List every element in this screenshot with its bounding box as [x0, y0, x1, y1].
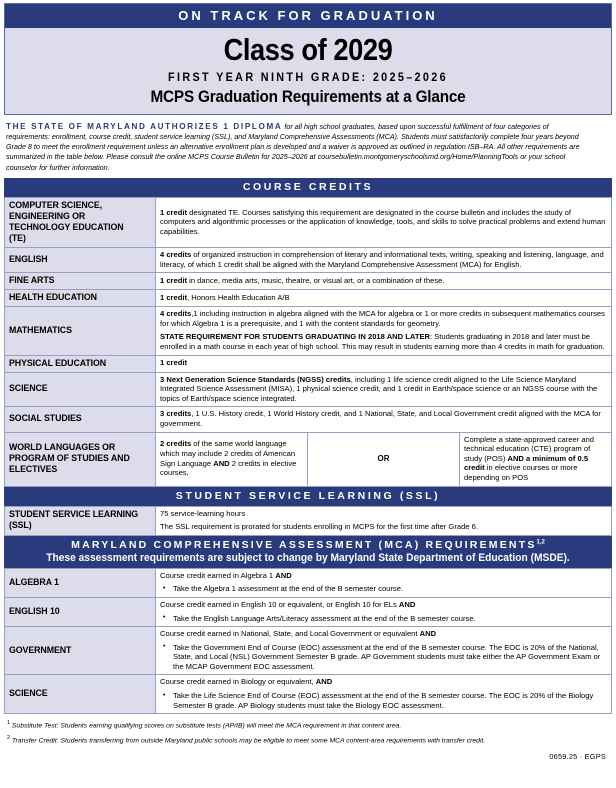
row-category-label: ENGLISH	[9, 254, 48, 266]
wl-left-text: of the same world language which may include 2 credits of American Sign Language	[160, 439, 296, 468]
mca-header-subtitle: These assessment requirements are subject to change by Maryland State Department of Education (MSDE).	[46, 551, 570, 564]
mca-bullet-list	[160, 584, 607, 594]
first-year-subtitle: FIRST YEAR NINTH GRADE: 2025–2026	[168, 69, 448, 84]
row-credit-bold: 3 Next Generation Science Standards (NGSS) credits	[160, 374, 351, 384]
row-description	[156, 273, 612, 290]
footnote-2-marker: 2	[7, 734, 10, 741]
row-category	[5, 273, 156, 290]
table-row	[5, 506, 612, 535]
mca-table	[4, 568, 612, 715]
table-row	[5, 568, 612, 597]
row-credit-text: , Honors Health Education A/B	[187, 292, 290, 302]
graduation-requirements-page	[0, 3, 616, 788]
world-languages-option-a	[156, 432, 308, 486]
intro-body: for all high school graduates, based upon successful fulfillment of four categories of requirements: enrollment, course credit, student service learning (SSL), and Maryland Comprehensive Assessments (MCA). Students must satisfactorily complete four years beyond Grade 8 to meet the enrollment requirement unless an alternative enrollment plan is developed and a waiver is approved as outlined in regulation ISB–RA. All other requirements are summarized in the table below. Please consult the online MCPS Course Bulletin for 2025–2026 at coursebulletin.montgomeryschoolsmd.org/Home/PlanningTools or your school counselor for further information.	[6, 121, 580, 172]
document-code: 0659.25 · EGPS	[549, 751, 606, 761]
row-category	[5, 198, 156, 248]
row-credit-text: ,1 including instruction in algebra aligned with the MCA for algebra or 1 or more credits in subsequent mathematics courses for which Algebra 1 is a prerequisite, and 1 with the content standards for geometry.	[160, 309, 605, 328]
table-row	[5, 597, 612, 626]
ssl-table	[4, 506, 612, 536]
masthead	[4, 3, 612, 115]
row-category-label: ENGLISH 10	[9, 606, 60, 617]
row-category-label: SCIENCE	[9, 688, 48, 700]
row-credit-text: of organized instruction in comprehension of literary and informational texts, writing, speaking and listening, language, and literacy, of which 1 credit shall be aligned with the Maryland Comprehensive Assessment (MCA) for English.	[160, 250, 604, 269]
footnote-2	[7, 733, 610, 746]
list-item: • Take the English Language Arts/Literacy assessment at the end of the B semester course.	[160, 614, 607, 624]
row-description	[156, 675, 612, 714]
row-category	[5, 597, 156, 626]
mca-header-title: MARYLAND COMPREHENSIVE ASSESSMENT (MCA) REQUIREMENTS	[71, 538, 537, 551]
row-credit-bold: 4 credits	[160, 250, 192, 260]
row-description	[156, 568, 612, 597]
table-row	[5, 407, 612, 432]
mca-intro: Course credit earned in Algebra 1	[160, 570, 276, 580]
row-category	[5, 407, 156, 432]
course-credits-table	[4, 197, 612, 487]
row-category	[5, 248, 156, 273]
mca-intro: Course credit earned in English 10 or equivalent, or English 10 for ELs	[160, 599, 399, 609]
row-credit-bold: 1 credit	[160, 358, 188, 368]
table-row-world-languages	[5, 432, 612, 486]
row-category	[5, 675, 156, 714]
mca-header-footnote-marker: 1,2	[536, 539, 545, 546]
row-description	[156, 248, 612, 273]
row-description	[156, 307, 612, 355]
page-title-class-of: Class of 2029	[223, 32, 393, 67]
row-category	[5, 372, 156, 407]
intro-lead: THE STATE OF MARYLAND AUTHORIZES 1 DIPLOMA	[6, 120, 283, 131]
mca-intro-bold: AND	[419, 629, 437, 639]
page-subtitle: MCPS Graduation Requirements at a Glance	[150, 86, 466, 106]
row-credit-text: in dance, media arts, music, theatre, or visual art, or a combination of these.	[187, 275, 445, 285]
footnote-1-marker: 1	[7, 720, 10, 727]
row-category-label: SCIENCE	[9, 383, 48, 395]
mca-intro: Course credit earned in National, State, and Local Government or equivalent	[160, 629, 420, 639]
mca-bullet-list	[160, 614, 607, 624]
row-category	[5, 568, 156, 597]
footnote-2-text: Transfer Credit: Students transferring from outside Maryland public schools may be eligible to meet some MCA content-area requirements with transfer credit.	[11, 736, 486, 744]
list-item: • Take the Government End of Course (EOC) assessment at the end of the B semester course. The EOC is 20% of the National, State, and Local (NSL) Government Semester B grade. AP Government students must take either the AP Government Exam or the MCAP Government EOC assessment.	[160, 643, 607, 672]
mca-intro: Course credit earned in Biology or equivalent,	[160, 677, 316, 687]
row-category-label: HEALTH EDUCATION	[9, 292, 97, 304]
row-state-requirement-bold: STATE REQUIREMENT FOR STUDENTS GRADUATING IN 2018 AND LATER	[160, 332, 431, 342]
ssl-prorated: The SSL requirement is prorated for students enrolling in MCPS for the first time after Grade 6.	[160, 522, 478, 532]
row-category-label: GOVERNMENT	[9, 644, 72, 656]
row-category	[5, 355, 156, 372]
row-category-label: FINE ARTS	[9, 275, 55, 287]
mca-intro-bold: AND	[315, 677, 333, 687]
row-category-label: STUDENT SERVICE LEARNING (SSL)	[9, 509, 139, 532]
row-description	[156, 506, 612, 535]
row-credit-text: designated TE. Courses satisfying this requirement are designated in the course bulletin and includes the study of computers and algorithmic processes or the application of knowledge, tools, and skills to solve practical problems and extend human capabilities.	[160, 207, 606, 236]
row-category	[5, 432, 156, 486]
wl-right-text2: in elective courses or more depending on POS	[464, 463, 578, 482]
intro-paragraph	[6, 121, 592, 173]
table-row	[5, 273, 612, 290]
ssl-hours: 75 service-learning hours	[160, 508, 246, 518]
wl-left-bold2: AND	[213, 458, 230, 468]
row-credit-bold: 1 credit	[160, 292, 188, 302]
row-description	[156, 355, 612, 372]
row-description	[156, 372, 612, 407]
row-description	[156, 597, 612, 626]
list-item: • Take the Life Science End of Course (EOC) assessment at the end of the B semester course. The EOC is 20% of the Biology Semester B grade. AP Biology students must take the Biology EOC assessment.	[160, 691, 607, 710]
row-category	[5, 506, 156, 535]
footnote-1	[7, 718, 610, 731]
table-row	[5, 627, 612, 675]
mca-intro-bold: AND	[398, 599, 416, 609]
row-category-label: MATHEMATICS	[9, 324, 72, 336]
row-description	[156, 290, 612, 307]
wl-left-bold: 2 credits	[160, 439, 192, 449]
wl-right-bold: AND a minimum of 0.5 credit	[464, 453, 589, 473]
row-category-label: SOCIAL STUDIES	[9, 413, 82, 425]
row-category-label: COMPUTER SCIENCE, ENGINEERING OR TECHNOLOGY EDUCATION (TE)	[9, 200, 124, 245]
table-row	[5, 675, 612, 714]
world-languages-or-divider: OR	[308, 432, 460, 486]
table-row	[5, 372, 612, 407]
masthead-body	[5, 28, 611, 114]
row-category-label: ALGEBRA 1	[9, 576, 59, 588]
row-category	[5, 627, 156, 675]
wl-right-text: Complete a state-approved career and technical education (CTE) program of study (POS)	[464, 434, 595, 463]
table-row	[5, 248, 612, 273]
footnotes	[7, 718, 610, 746]
world-languages-option-b	[460, 432, 612, 486]
row-description	[156, 407, 612, 432]
table-row	[5, 307, 612, 355]
row-description	[156, 198, 612, 248]
row-category	[5, 290, 156, 307]
row-credit-bold: 1 credit	[160, 207, 188, 217]
banner-on-track: ON TRACK FOR GRADUATION	[5, 4, 611, 28]
list-item: • Take the Algebra 1 assessment at the end of the B semester course.	[160, 584, 607, 594]
row-credit-bold: 3 credits	[160, 409, 192, 419]
row-credit-bold: 1 credit	[160, 275, 188, 285]
mca-bullet-list	[160, 643, 607, 672]
mca-bullet-list	[160, 691, 607, 710]
row-category-label: WORLD LANGUAGES OR PROGRAM OF STUDIES AND ELECTIVES	[9, 442, 130, 476]
row-category-label: PHYSICAL EDUCATION	[9, 357, 107, 369]
row-credit-text: , including 1 life science credit aligned to the Life Science Maryland Integrated Science Assessment (MISA), 1 physical science credit, and 1 credit in Earth/space science or an NGSS course with the topics of Earth/space science integrated.	[160, 374, 598, 403]
table-row	[5, 198, 612, 248]
row-description	[156, 627, 612, 675]
section-header-ssl: STUDENT SERVICE LEARNING (SSL)	[4, 487, 612, 506]
row-credit-bold: 4 credits	[160, 309, 192, 319]
row-category	[5, 307, 156, 355]
row-credit-text: , 1 U.S. History credit, 1 World History credit, and 1 National, State, and Local Government credit aligned with the MCA for government.	[160, 409, 601, 428]
mca-intro-bold: AND	[275, 570, 292, 580]
footnote-1-text: Substitute Test: Students earning qualifying scores on substitute tests (AP/IB) will meet the MCA requirement in that content area.	[11, 722, 402, 730]
row-state-requirement-text: : Students graduating in 2018 and later must be enrolled in a math course in each year of high school. This may result in students earning more than 4 credits in math for graduation.	[160, 332, 605, 351]
wl-left-text2: 2 credits in elective courses,	[160, 458, 297, 478]
table-row	[5, 290, 612, 307]
table-row	[5, 355, 612, 372]
section-header-course-credits: COURSE CREDITS	[4, 178, 612, 197]
section-header-mca	[4, 536, 612, 568]
